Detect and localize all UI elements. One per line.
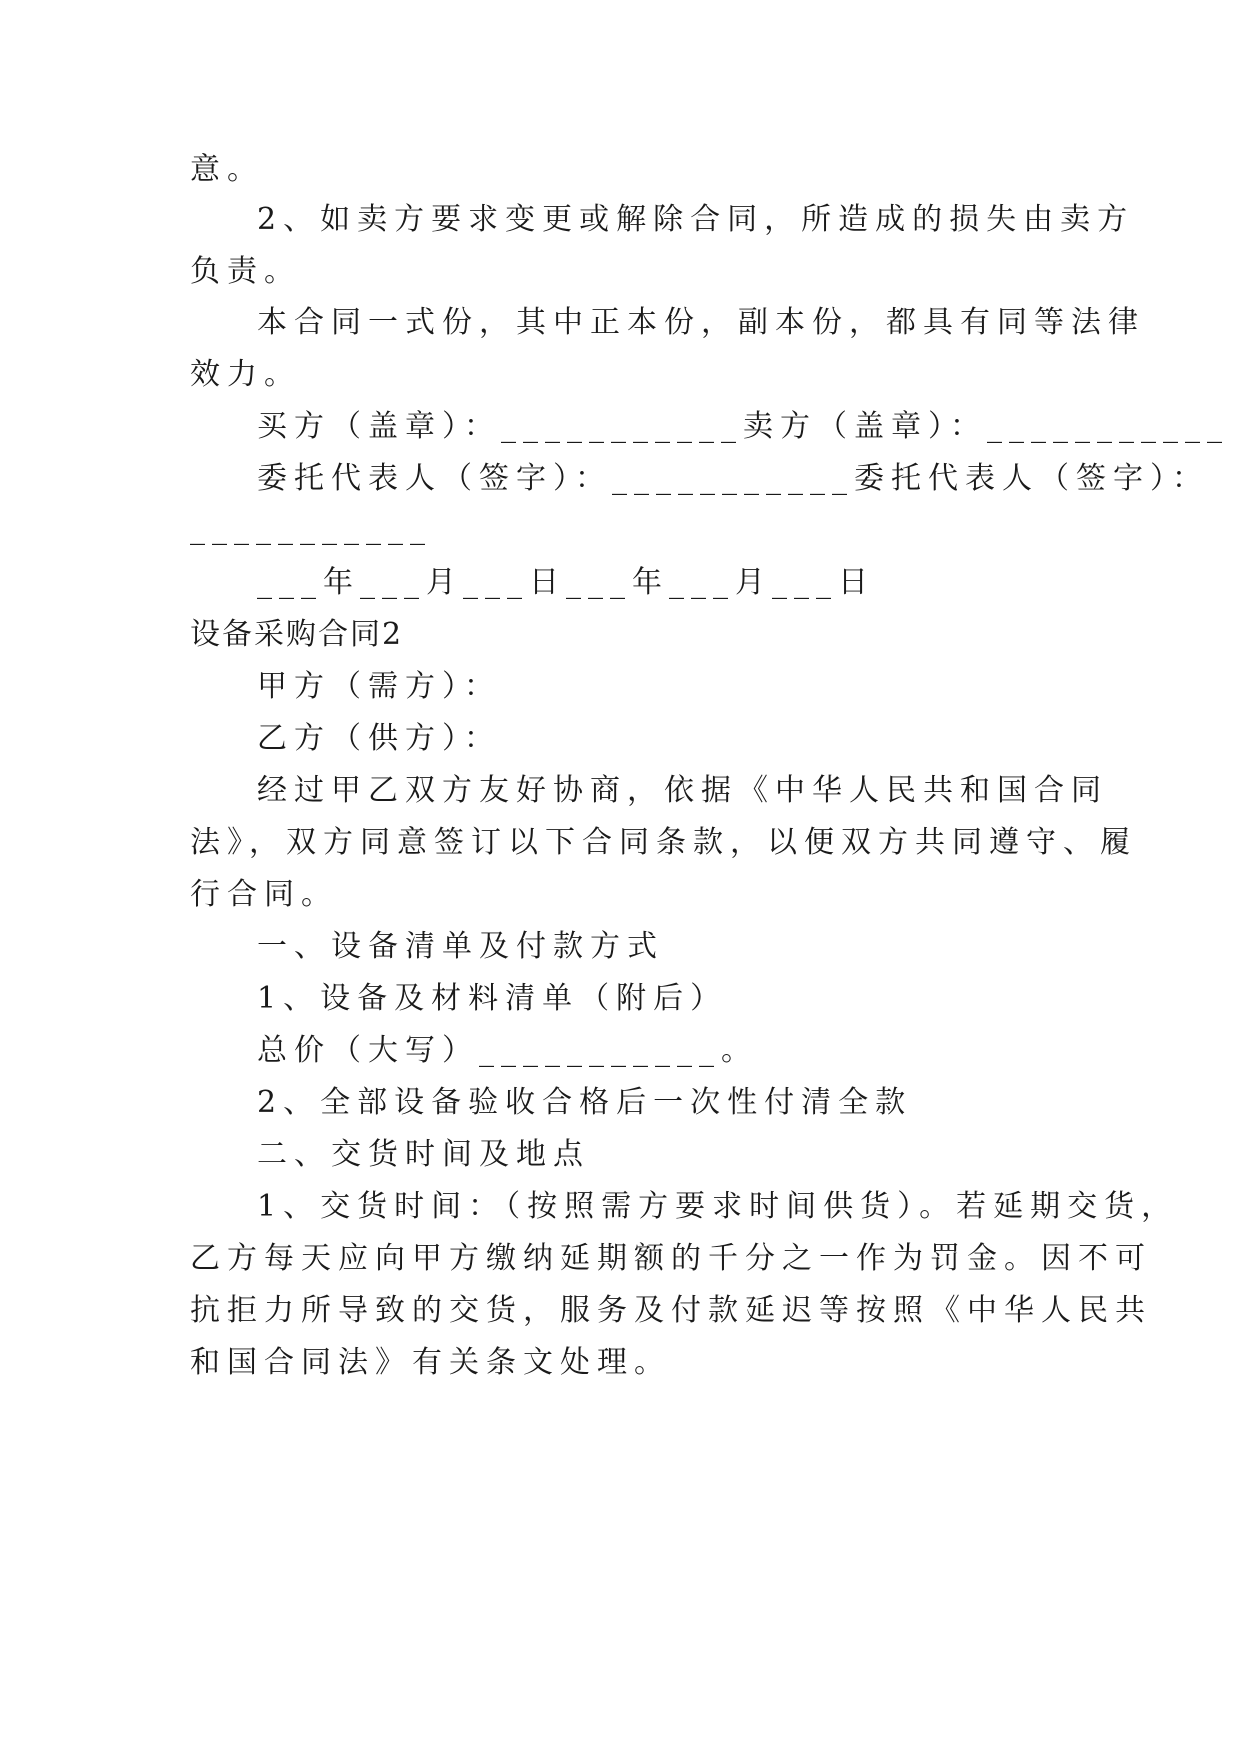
signature-blank: ___________ (190, 511, 432, 546)
clause-heading: 一、设备清单及付款方式 (257, 929, 664, 964)
text-line: 效力。 (190, 357, 301, 392)
text-line: 抗拒力所导致的交货，服务及付款延迟等按照《中华人民共 (190, 1293, 1152, 1328)
clause-item: 1、设备及材料清单（附后） (257, 981, 728, 1016)
clause-item: 1、交货时间：（按照需方要求时间供货）。若延期交货， (257, 1189, 1179, 1224)
text-line: 法》，双方同意签订以下合同条款，以便双方共同遵守、履 (190, 825, 1137, 860)
clause-item: 2、全部设备验收合格后一次性付清全款 (257, 1085, 913, 1120)
text-line: 本合同一式份，其中正本份，副本份，都具有同等法律 (257, 305, 1145, 340)
text-line: 负责。 (190, 254, 301, 289)
total-price-line: 总价（大写）___________。 (257, 1033, 758, 1068)
text-line: 意。 (190, 152, 264, 187)
clause-heading: 二、交货时间及地点 (257, 1137, 590, 1172)
party-a: 甲方（需方）： (257, 669, 501, 704)
signature-line-representative: 委托代表人（签字）：___________委托代表人（签字）： (257, 461, 1209, 496)
date-line: ___年___月___日___年___月___日 (257, 565, 875, 600)
text-line: 行合同。 (190, 877, 338, 912)
text-line: 乙方每天应向甲方缴纳延期额的千分之一作为罚金。因不可 (190, 1241, 1152, 1276)
signature-line-seal: 买方（盖章）：___________卖方（盖章）：___________ (257, 409, 1229, 444)
text-line: 经过甲乙双方友好协商，依据《中华人民共和国合同 (257, 773, 1108, 808)
section-title: 设备采购合同2 (190, 617, 404, 652)
text-line: 和国合同法》有关条文处理。 (190, 1345, 671, 1380)
text-line: 2、如卖方要求变更或解除合同，所造成的损失由卖方 (257, 202, 1135, 237)
party-b: 乙方（供方）： (257, 721, 501, 756)
